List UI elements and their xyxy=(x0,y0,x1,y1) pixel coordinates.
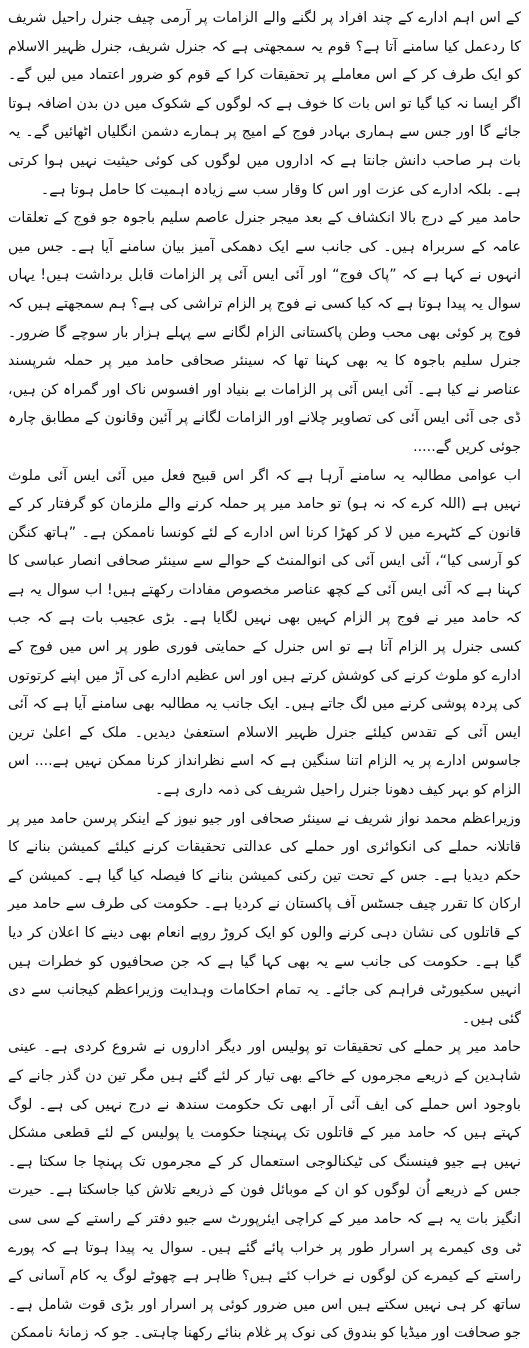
article-paragraph-2: حامد میر کے درج بالا انکشاف کے بعد میجر جنرل عاصم سلیم باجوہ جو فوج کے تعلقات عامہ کے سربراہ ہیں۔ کی جانب سے ایک دھمکی آمیز بیان سامنے آیا ہے۔ جس میں انہوں نے کہا ہے کہ ”پاک فوج“ اور آئی ایس آئی پر الزامات قابل برداشت ہیں! یہاں سوال یہ پیدا ہوتا ہے کہ کیا کسی نے فوج پر الزام تراشی کی ہے؟ ہم سمجھتے ہیں کہ فوج پر کوئی بھی محب وطن پاکستانی الزام لگانے سے پہلے ہزار بار سوچے گا ضرور۔ جنرل سلیم باجوہ کا یہ بھی کہنا تھا کہ سینئر صحافی حامد میر پر حملہ شرپسند عناصر نے کیا ہے۔ آئی ایس آئی پر الزامات بے بنیاد اور افسوس ناک اور گمراہ کن ہیں، ڈی جی آئی ایس آئی کی تصاویر چلانے اور الزامات لگانے پر آئین وقانون کے مطابق چارہ جوئی کریں گے..... xyxy=(8,210,521,455)
article-paragraph-3: اب عوامی مطالبہ یہ سامنے آرہا ہے کہ اگر اس قبیح فعل میں آئی ایس آئی ملوث نہیں ہے (اللہ کرے کہ نہ ہو) تو حامد میر پر حملہ کرنے والے ملزمان کو گرفتار کر کے قانون کے کٹہرے میں لا کر کھڑا کرنا اس ادارے کے لئے کونسا ناممکن ہے۔ ”ہاتھ کنگن کو آرسی کیا“، آئی ایس آئی کی انوالمنٹ کے حوالے سے سینئر صحافی انصار عباسی کا کہنا ہے کہ آئی ایس آئی کے کچھ عناصر مخصوص مفادات رکھتے ہیں! اب سوال یہ ہے کہ حامد میر نے فوج پر الزام کہیں بھی نہیں لگایا ہے۔ بڑی عجیب بات ہے کہ جب کسی جنرل پر الزام آتا ہے تو اس جنرل کے حمایتی فوری طور پر اس میں فوج کے ادارے کو ملوث کرنے کی کوشش کرتے ہیں اور اس عظیم ادارے کی آڑ میں اپنے کرتوتوں کی پردہ پوشی کرنے میں لگ جاتے ہیں۔ ایک جانب یہ مطالبہ بھی سامنے آیا ہے کہ آئی ایس آئی کے تقدس کیلئے جنرل ظہیر الاسلام استعفیٰ دیدیں۔ ملک کے اعلیٰ ترین جاسوس ادارے پر یہ الزام اتنا سنگین ہے کہ اسے نظرانداز کرنا ممکن نہیں ہے.... اس الزام کو بہر کیف دھونا جنرل راحیل شریف کی ذمہ داری ہے۔ xyxy=(8,467,521,799)
article-paragraph-5: حامد میر پر حملے کی تحقیقات تو پولیس اور دیگر اداروں نے شروع کردی ہے۔ عینی شاہدین کے ذریعے مجرموں کے خاکے بھی تیار کر لئے گئے ہیں مگر تین دن گذر جانے کے باوجود اس حملے کی ایف آئی آر ابھی تک حکومت سندھ نے درج نہیں کی ہے۔ لوگ کہتے ہیں کہ حامد میر کے قاتلوں تک پہنچنا حکومت یا پولیس کے لئے قطعی مشکل نہیں ہے جیو فینسنگ کی ٹیکنالوجی استعمال کر کے مجرموں تک پہنچا جا سکتا ہے۔ جس کے ذریعے اُن لوگوں کو ان کے موبائل فون کے ذریعے تلاش کیا جاسکتا ہے۔ حیرت انگیز بات یہ ہے کہ حامد میر کے کراچی ایئرپورٹ سے جیو دفتر کے راستے کے سی سی ٹی وی کیمرے پر اسرار طور پر خراب پائے گئے ہیں۔ سوال یہ پیدا ہوتا ہے کہ پورے راستے کے کیمرے کن لوگوں نے خراب کئے ہیں؟ ظاہر ہے چھوٹے لوگ یہ کام آسانی کے ساتھ کر ہی نہیں سکتے ہیں اس میں ضرور کوئی پر اسرار اور بڑی قوت شامل ہے۔ جو صحافت اور میڈیا کو بندوق کی نوک پر غلام بنائے رکھنا چاہتی۔ جو کہ زمانۂ ناممکن xyxy=(8,1039,521,1342)
article-paragraph-4: وزیراعظم محمد نواز شریف نے سینئر صحافی اور جیو نیوز کے اینکر پرسن حامد میر پر قاتلانہ حملے کی انکوائری اور حملے کی عدالتی تحقیقات کرنے کیلئے کمیشن بنانے کا حکم دیدیا ہے۔ جس کے تحت تین رکنی کمیشن بنانے کا فیصلہ کیا گیا ہے۔ کمیشن کے ارکان کا تقرر چیف جسٹس آف پاکستان نے کردیا ہے۔ حکومت کی طرف سے حامد میر کے قاتلوں کی نشان دہی کرنے والوں کو ایک کروڑ روپے انعام بھی دینے کا اعلان کر دیا گیا ہے۔ حکومت کی جانب سے یہ بھی کہا گیا ہے کہ جن صحافیوں کو خطرات ہیں انہیں سکیورٹی فراہم کی جائے۔ یہ تمام احکامات وہدایت وزیراعظم کیجانب سے دی گئی ہیں۔ xyxy=(8,810,521,1027)
article-paragraph-1: کے اس اہم ادارے کے چند افراد پر لگنے والے الزامات پر آرمی چیف جنرل راحیل شریف کا ردعمل کیا سامنے آتا ہے؟ قوم یہ سمجھتی ہے کہ جنرل شریف، جنرل ظہیر الاسلام کو ایک طرف کر کے اس معاملے پر تحقیقات کرا کے قوم کو ضرور اعتماد میں لیں گے۔ اگر ایسا نہ کیا گیا تو اس بات کا خوف ہے کہ لوگوں کے شکوک میں دن بدن اضافہ ہوتا جائے گا اور جس سے ہماری بہادر فوج کے امیج پر ہمارے دشمن انگلیاں اٹھائیں گے۔ یہ بات ہر صاحب دانش جانتا ہے کہ اداروں میں لوگوں کی کوئی حیثیت نہیں ہوا کرتی ہے۔ بلکہ ادارے کی عزت اور اس کا وقار سب سے زیادہ اہمیت کا حامل ہوتا ہے۔ xyxy=(8,10,521,198)
